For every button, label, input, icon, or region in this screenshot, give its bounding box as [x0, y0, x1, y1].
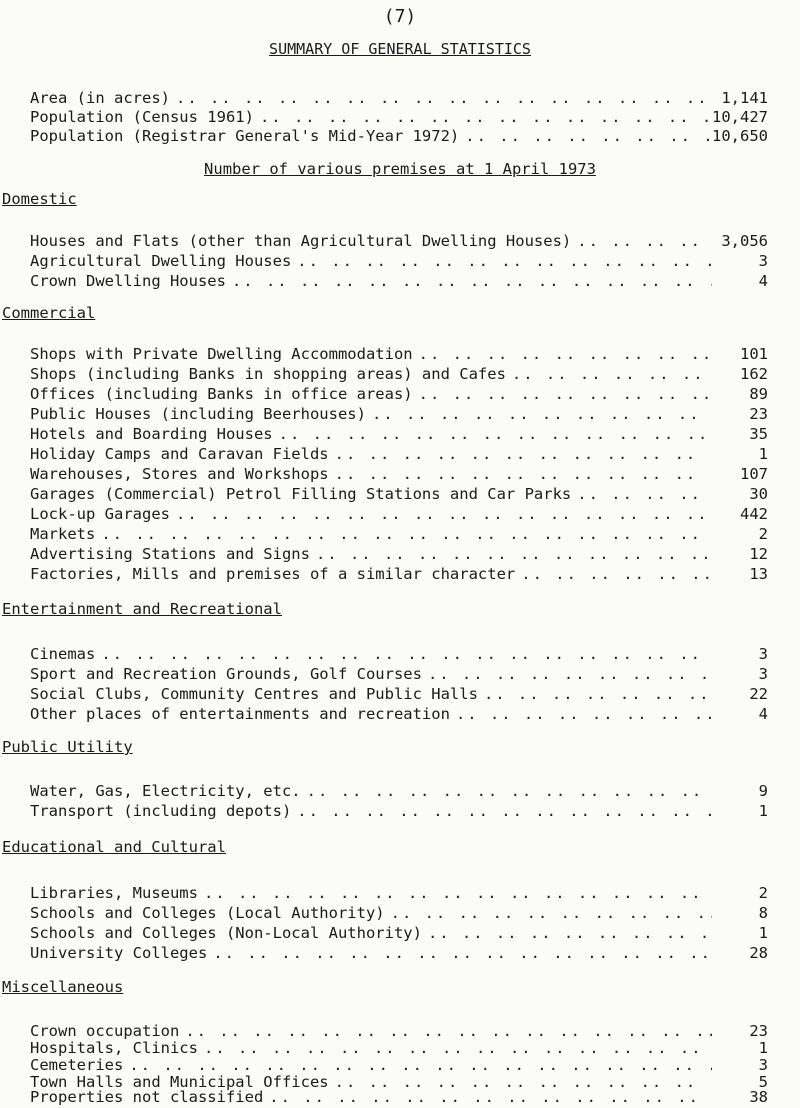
- list-item: [30, 250, 768, 272]
- item-value: 35: [749, 425, 768, 443]
- stat-label: Population (Registrar General's Mid-Year 1972): [30, 127, 460, 145]
- item-label: Holiday Camps and Caravan Fields: [30, 445, 329, 463]
- item-value: 23: [749, 1022, 768, 1040]
- list-item: [30, 443, 768, 465]
- item-label: Houses and Flats (other than Agricultural Dwelling Houses): [30, 232, 572, 250]
- list-item: [30, 523, 768, 545]
- item-value: 1: [758, 1039, 768, 1057]
- list-item: [30, 1086, 768, 1108]
- list-item: [30, 882, 768, 904]
- list-item: [30, 643, 768, 665]
- item-label: University Colleges: [30, 944, 208, 962]
- list-item: [30, 363, 768, 385]
- item-label: Advertising Stations and Signs: [30, 545, 310, 563]
- item-value: 3: [758, 665, 768, 683]
- item-value: 442: [740, 505, 768, 523]
- item-label: Crown occupation: [30, 1022, 180, 1040]
- item-value: 30: [749, 485, 768, 503]
- item-value: 23: [749, 405, 768, 423]
- item-value: 13: [749, 565, 768, 583]
- stat-value: 1,141: [721, 89, 768, 107]
- item-value: 2: [758, 525, 768, 543]
- item-value: 1: [758, 924, 768, 942]
- item-value: 4: [758, 705, 768, 723]
- item-label: Social Clubs, Community Centres and Public Halls: [30, 685, 478, 703]
- item-value: 89: [749, 385, 768, 403]
- list-item: [30, 383, 768, 405]
- item-label: Town Halls and Municipal Offices: [30, 1073, 329, 1091]
- item-label: Warehouses, Stores and Workshops: [30, 465, 329, 483]
- item-label: Transport (including depots): [30, 802, 292, 820]
- item-label: Garages (Commercial) Petrol Filling Stations and Car Parks: [30, 485, 572, 503]
- item-label: Sport and Recreation Grounds, Golf Courses: [30, 665, 422, 683]
- item-label: Factories, Mills and premises of a similar character: [30, 565, 516, 583]
- item-value: 22: [749, 685, 768, 703]
- item-value: 12: [749, 545, 768, 563]
- item-value: 1: [758, 802, 768, 820]
- item-label: Properties not classified: [30, 1088, 264, 1106]
- list-item: [30, 503, 768, 525]
- item-label: Public Houses (including Beerhouses): [30, 405, 366, 423]
- item-label: Offices (including Banks in office areas): [30, 385, 413, 403]
- item-label: Hospitals, Clinics: [30, 1039, 198, 1057]
- item-label: Other places of entertainments and recreation: [30, 705, 450, 723]
- section-heading-miscellaneous: Miscellaneous: [2, 978, 124, 996]
- stat-row-population-registrar: [30, 125, 768, 147]
- list-item: [30, 663, 768, 685]
- list-item: [30, 543, 768, 565]
- list-item: [30, 403, 768, 425]
- item-label: Markets: [30, 525, 96, 543]
- list-item: [30, 343, 768, 365]
- item-value: 3,056: [721, 232, 768, 250]
- list-item: [30, 800, 768, 822]
- stat-value: 10,427: [712, 108, 768, 126]
- list-item: [30, 703, 768, 725]
- item-value: 162: [740, 365, 768, 383]
- item-label: Libraries, Museums: [30, 884, 198, 902]
- item-label: Schools and Colleges (Local Authority): [30, 904, 385, 922]
- section-heading-entertainment: Entertainment and Recreational: [2, 600, 282, 618]
- item-value: 1: [758, 445, 768, 463]
- item-label: Water, Gas, Electricity, etc.: [30, 782, 301, 800]
- item-value: 4: [758, 272, 768, 290]
- item-label: Crown Dwelling Houses: [30, 272, 226, 290]
- item-label: Hotels and Boarding Houses: [30, 425, 273, 443]
- page-number: (7): [383, 6, 417, 27]
- item-value: 107: [740, 465, 768, 483]
- list-item: [30, 922, 768, 944]
- section-heading-educational: Educational and Cultural: [2, 838, 226, 856]
- list-item: [30, 683, 768, 705]
- item-value: 3: [758, 645, 768, 663]
- item-value: 3: [758, 252, 768, 270]
- item-label: Shops with Private Dwelling Accommodation: [30, 345, 413, 363]
- list-item: [30, 780, 768, 802]
- item-label: Cinemas: [30, 645, 96, 663]
- item-value: 5: [758, 1073, 768, 1091]
- item-value: 3: [758, 1056, 768, 1074]
- section-heading-utility: Public Utility: [2, 738, 133, 756]
- page-title: SUMMARY OF GENERAL STATISTICS: [269, 40, 531, 58]
- item-value: 8: [758, 904, 768, 922]
- list-item: [30, 483, 768, 505]
- list-item: [30, 902, 768, 924]
- item-label: Schools and Colleges (Non-Local Authority): [30, 924, 422, 942]
- list-item: [30, 423, 768, 445]
- list-item: [30, 942, 768, 964]
- item-label: Lock-up Garages: [30, 505, 170, 523]
- list-item: [30, 463, 768, 485]
- list-item: [30, 563, 768, 585]
- section-heading-domestic: Domestic: [2, 190, 77, 208]
- section-heading-commercial: Commercial: [2, 304, 96, 322]
- item-label: Agricultural Dwelling Houses: [30, 252, 292, 270]
- item-value: 2: [758, 884, 768, 902]
- list-item: [30, 230, 768, 252]
- stat-label: Population (Census 1961): [30, 108, 254, 126]
- premises-heading: Number of various premises at 1 April 1973: [204, 160, 596, 178]
- stat-label: Area (in acres): [30, 89, 170, 107]
- item-value: 101: [740, 345, 768, 363]
- item-label: Cemeteries: [30, 1056, 124, 1074]
- item-value: 38: [749, 1088, 768, 1106]
- list-item: [30, 270, 768, 292]
- stat-value: 10,650: [712, 127, 768, 145]
- item-label: Shops (including Banks in shopping areas) and Cafes: [30, 365, 506, 383]
- item-value: 9: [758, 782, 768, 800]
- item-value: 28: [749, 944, 768, 962]
